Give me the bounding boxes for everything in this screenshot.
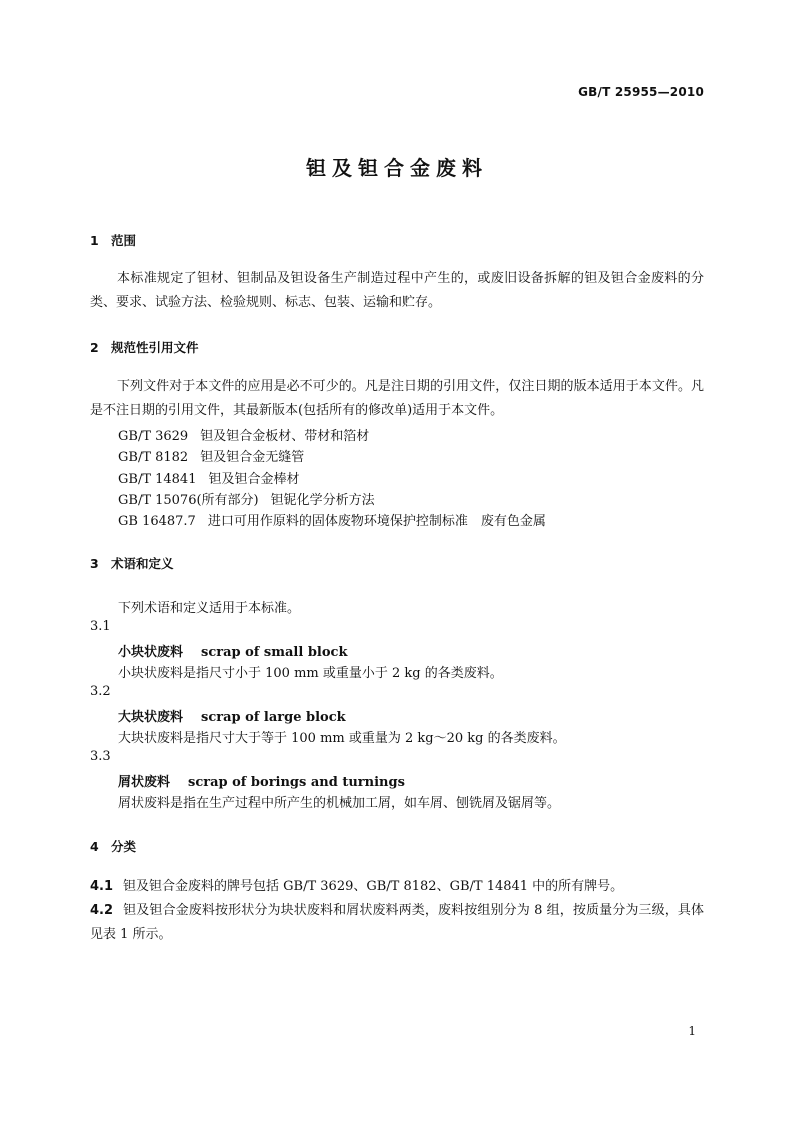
reference-code: GB 16487.7	[118, 514, 196, 529]
document-title: 钽及钽合金废料	[306, 156, 488, 180]
term-number: 3.1	[90, 619, 111, 634]
section-4-heading	[90, 837, 136, 855]
section-number: 1	[90, 233, 99, 248]
reference-code: GB/T 14841	[118, 472, 197, 487]
section-title: 分类	[111, 839, 137, 854]
reference-item	[118, 510, 546, 529]
clause-4-2	[90, 899, 704, 947]
terms-intro: 下列术语和定义适用于本标准。	[118, 601, 301, 616]
term-heading	[118, 641, 347, 660]
reference-title: 进口可用作原料的固体废物环境保护控制标准 废有色金属	[207, 514, 546, 529]
section-number: 4	[90, 839, 99, 854]
term-number: 3.3	[90, 749, 111, 764]
scope-paragraph: 本标准规定了钽材、钽制品及钽设备生产制造过程中产生的，或废旧设备拆解的钽及钽合金废料的分类、要求、试验方法、检验规则、标志、包装、运输和贮存。	[90, 271, 704, 310]
clause-4-1	[90, 875, 704, 899]
reference-title: 钽及钽合金棒材	[208, 472, 300, 487]
term-definition: 屑状废料是指在生产过程中所产生的机械加工屑，如车屑、刨铣屑及锯屑等。	[118, 796, 561, 811]
term-definition: 大块状废料是指尺寸大于等于 100 mm 或重量为 2 kg～20 kg 的各类废料。	[118, 731, 566, 746]
page-number: 1	[688, 1024, 696, 1038]
reference-code: GB/T 15076(所有部分)	[118, 493, 259, 508]
section-title: 范围	[111, 233, 137, 248]
section-number: 2	[90, 340, 99, 355]
term-english: scrap of small block	[201, 645, 348, 660]
standard-number: GB/T 25955—2010	[578, 85, 704, 99]
term-english: scrap of large block	[201, 710, 346, 725]
clause-number: 4.2	[90, 903, 114, 918]
section-title: 术语和定义	[111, 556, 174, 571]
term-chinese: 屑状废料	[118, 775, 171, 790]
clause-text: 钽及钽合金废料的牌号包括 GB/T 3629、GB/T 8182、GB/T 14841 中的所有牌号。	[123, 879, 624, 894]
reference-item	[118, 468, 300, 487]
reference-title: 钽铌化学分析方法	[270, 493, 375, 508]
reference-item	[118, 489, 375, 508]
term-number: 3.2	[90, 684, 111, 699]
references-intro: 下列文件对于本文件的应用是必不可少的。凡是注日期的引用文件，仅注日期的版本适用于本文件。凡是不注日期的引用文件，其最新版本(包括所有的修改单)适用于本文件。	[90, 379, 704, 418]
clause-text: 钽及钽合金废料按形状分为块状废料和屑状废料两类，废料按组别分为 8 组，按质量分为三级，具体见表 1 所示。	[90, 903, 704, 942]
section-title: 规范性引用文件	[111, 340, 199, 355]
clause-number: 4.1	[90, 879, 114, 894]
term-heading	[118, 706, 346, 725]
reference-title: 钽及钽合金无缝管	[200, 450, 305, 465]
section-1-heading	[90, 231, 136, 249]
term-english: scrap of borings and turnings	[188, 775, 405, 790]
reference-title: 钽及钽合金板材、带材和箔材	[200, 429, 370, 444]
reference-code: GB/T 3629	[118, 429, 189, 444]
reference-code: GB/T 8182	[118, 450, 189, 465]
section-number: 3	[90, 556, 99, 571]
section-3-heading	[90, 554, 174, 572]
term-chinese: 小块状废料	[118, 645, 184, 660]
reference-item	[118, 446, 304, 465]
reference-item	[118, 425, 369, 444]
term-heading	[118, 771, 405, 790]
term-definition: 小块状废料是指尺寸小于 100 mm 或重量小于 2 kg 的各类废料。	[118, 666, 503, 681]
section-2-heading	[90, 338, 199, 356]
term-chinese: 大块状废料	[118, 710, 184, 725]
